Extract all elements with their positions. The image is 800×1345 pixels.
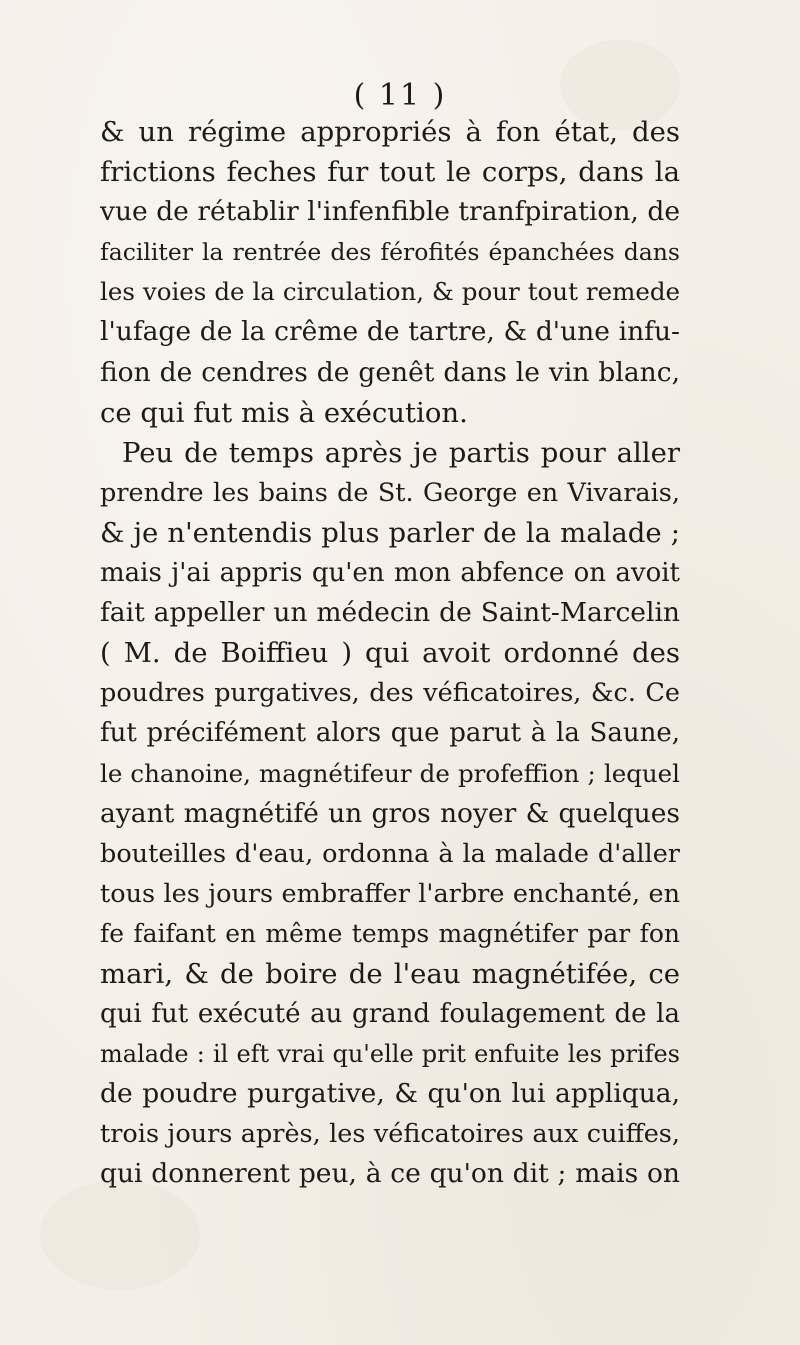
text-line: de poudre purgative, & qu'on lui appliqua, (100, 1078, 680, 1110)
text-line: trois jours après, les véficatoires aux cuiffes, (100, 1119, 680, 1150)
text-line: mari, & de boire de l'eau magnétifée, ce (100, 957, 680, 990)
text-line: vue de rétablir l'infenfible tranfpiration, de (100, 196, 680, 228)
text-line: poudres purgatives, des véficatoires, &c. Ce (100, 678, 680, 709)
text-line: prendre les bains de St. George en Vivarais, (100, 477, 680, 508)
text-line: fe faifant en même temps magnétifer par fon (100, 918, 680, 948)
text-line: mais j'ai appris qu'en mon abfence on avoit (100, 558, 680, 589)
text-line: ayant magnétifé un gros noyer & quelques (100, 797, 680, 829)
page-number: ( 11 ) (353, 78, 447, 113)
text-line: le chanoine, magnétifeur de profeffion ; lequel (100, 758, 680, 788)
text-line: faciliter la rentrée des férofités épanchées dans (100, 238, 680, 267)
text-line: fion de cendres de genêt dans le vin blanc, (100, 356, 680, 388)
text-line: fait appeller un médecin de Saint-Marcelin (100, 597, 680, 629)
text-line: fut précifément alors que parut à la Saune, (100, 718, 680, 749)
text-line: ce qui fut mis à exécution. (100, 396, 468, 429)
text-line: qui fut exécuté au grand foulagement de la (100, 999, 680, 1030)
text-line: & je n'entendis plus parler de la malade ; (100, 516, 680, 549)
text-line: & un régime appropriés à fon état, des (100, 116, 680, 148)
paper-stain (40, 1180, 200, 1290)
text-line: qui donnerent peu, à ce qu'on dit ; mais on (100, 1158, 680, 1190)
text-line: ( M. de Boiffieu ) qui avoit ordonné des (100, 637, 680, 670)
text-line: tous les jours embraffer l'arbre enchanté, en (100, 878, 680, 909)
paragraph-start-line: Peu de temps après je partis pour aller (122, 436, 680, 469)
text-line: bouteilles d'eau, ordonna à la malade d'aller (100, 838, 680, 869)
text-line: les voies de la circulation, & pour tout remede (100, 277, 680, 307)
body-text (100, 112, 680, 1195)
text-line: frictions feches fur tout le corps, dans la (100, 156, 680, 189)
text-line: l'ufage de la crême de tartre, & d'une infu- (100, 316, 680, 348)
text-line: malade : il eft vrai qu'elle prit enfuite les prifes (100, 1040, 680, 1069)
